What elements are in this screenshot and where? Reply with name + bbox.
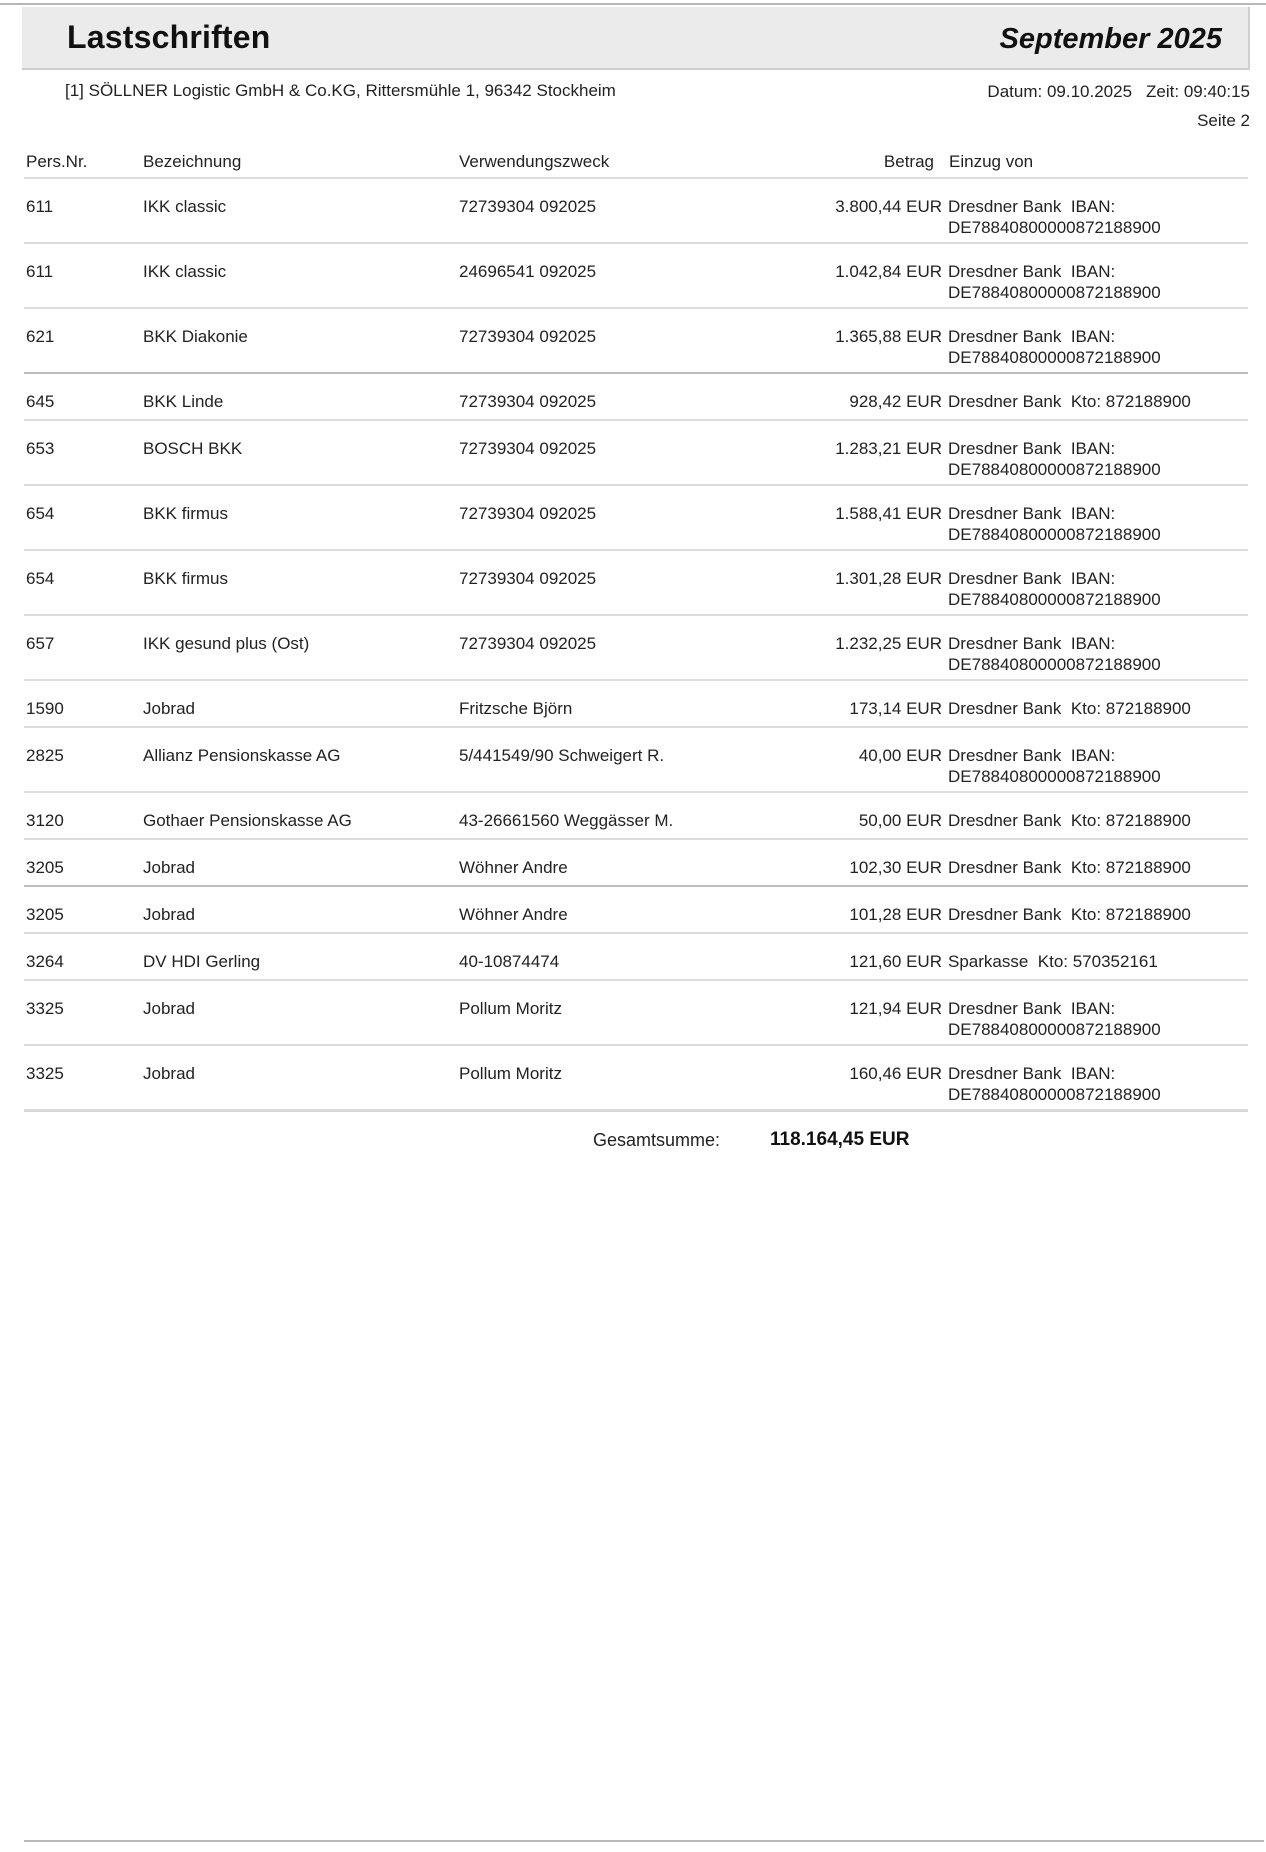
table-row <box>24 728 1248 793</box>
total-value: 118.164,45 EUR <box>770 1129 910 1150</box>
table-row <box>24 486 1248 551</box>
einzug-bank: Dresdner Bank IBAN: <box>948 634 1116 653</box>
cell-pers-nr: 654 <box>26 504 55 523</box>
einzug-bank: Dresdner Bank IBAN: <box>948 439 1116 458</box>
top-rule <box>0 3 1266 5</box>
cell-einzug-von <box>948 633 1161 675</box>
cell-bezeichnung: Jobrad <box>143 699 195 718</box>
einzug-bank: Dresdner Bank Kto: 872188900 <box>948 811 1191 830</box>
cell-verwendungszweck: 43-26661560 Weggässer M. <box>459 811 674 830</box>
cell-verwendungszweck: Wöhner Andre <box>459 858 568 877</box>
einzug-iban: DE78840800000872188900 <box>948 655 1161 674</box>
cell-einzug-von <box>948 503 1161 545</box>
table-row <box>24 374 1248 421</box>
cell-einzug-von <box>948 951 1158 972</box>
cell-betrag: 40,00 EUR <box>858 746 942 765</box>
cell-bezeichnung: IKK classic <box>143 262 227 281</box>
cell-einzug-von <box>948 196 1161 238</box>
einzug-iban: DE78840800000872188900 <box>948 283 1161 302</box>
cell-bezeichnung: IKK classic <box>143 197 227 216</box>
cell-bezeichnung: DV HDI Gerling <box>143 952 261 971</box>
cell-pers-nr: 3264 <box>26 952 64 971</box>
cell-bezeichnung: BKK firmus <box>143 569 229 588</box>
cell-verwendungszweck: 24696541 092025 <box>459 262 597 281</box>
table-row <box>24 840 1248 887</box>
cell-pers-nr: 621 <box>26 327 55 346</box>
footer-rule <box>24 1840 1264 1842</box>
page-number: Seite 2 <box>1197 111 1250 130</box>
report-period: September 2025 <box>999 23 1222 55</box>
cell-bezeichnung: Jobrad <box>143 858 195 877</box>
column-header-bezeichnung: Bezeichnung <box>143 152 242 171</box>
cell-bezeichnung: IKK gesund plus (Ost) <box>143 634 310 653</box>
print-time: Zeit: 09:40:15 <box>1146 82 1250 101</box>
cell-einzug-von <box>948 857 1191 878</box>
cell-bezeichnung: BKK Diakonie <box>143 327 248 346</box>
report-title: Lastschriften <box>67 19 271 55</box>
cell-pers-nr: 3205 <box>26 858 64 877</box>
table-body <box>24 179 1248 1111</box>
total-label: Gesamtsumme: <box>593 1130 721 1150</box>
cell-betrag: 121,60 EUR <box>849 952 942 971</box>
table-row <box>24 551 1248 616</box>
cell-verwendungszweck: 5/441549/90 Schweigert R. <box>459 746 665 765</box>
einzug-bank: Dresdner Bank Kto: 872188900 <box>948 905 1191 924</box>
cell-bezeichnung: BKK firmus <box>143 504 229 523</box>
cell-betrag: 50,00 EUR <box>858 811 942 830</box>
table-row <box>24 244 1248 309</box>
cell-verwendungszweck: 72739304 092025 <box>459 197 597 216</box>
cell-pers-nr: 2825 <box>26 746 64 765</box>
einzug-bank: Dresdner Bank Kto: 872188900 <box>948 392 1191 411</box>
table-header <box>24 148 1248 179</box>
table-row <box>24 1046 1248 1111</box>
cell-verwendungszweck: 72739304 092025 <box>459 634 597 653</box>
cell-betrag: 1.232,25 EUR <box>835 634 942 653</box>
einzug-bank: Dresdner Bank IBAN: <box>948 262 1116 281</box>
column-header-pers-nr: Pers.Nr. <box>26 152 88 171</box>
cell-verwendungszweck: 72739304 092025 <box>459 504 597 523</box>
cell-verwendungszweck: Pollum Moritz <box>459 999 562 1018</box>
einzug-bank: Dresdner Bank IBAN: <box>948 327 1116 346</box>
table-row <box>24 616 1248 681</box>
cell-pers-nr: 654 <box>26 569 55 588</box>
cell-pers-nr: 653 <box>26 439 55 458</box>
cell-betrag: 102,30 EUR <box>849 858 942 877</box>
cell-bezeichnung: Jobrad <box>143 999 195 1018</box>
cell-einzug-von <box>948 698 1191 719</box>
cell-einzug-von <box>948 391 1191 412</box>
cell-betrag: 173,14 EUR <box>849 699 942 718</box>
table-row <box>24 681 1248 728</box>
cell-verwendungszweck: Pollum Moritz <box>459 1064 562 1083</box>
cell-verwendungszweck: 72739304 092025 <box>459 569 597 588</box>
cell-einzug-von <box>948 1063 1161 1105</box>
cell-einzug-von <box>948 438 1161 480</box>
einzug-iban: DE78840800000872188900 <box>948 767 1161 786</box>
einzug-bank: Dresdner Bank IBAN: <box>948 197 1116 216</box>
cell-verwendungszweck: 72739304 092025 <box>459 392 597 411</box>
einzug-bank: Dresdner Bank IBAN: <box>948 504 1116 523</box>
cell-bezeichnung: BOSCH BKK <box>143 439 243 458</box>
table-row <box>24 887 1248 934</box>
cell-einzug-von <box>948 745 1161 787</box>
cell-pers-nr: 3205 <box>26 905 64 924</box>
einzug-iban: DE78840800000872188900 <box>948 348 1161 367</box>
cell-einzug-von <box>948 998 1161 1040</box>
table-row <box>24 309 1248 374</box>
cell-pers-nr: 3325 <box>26 1064 64 1083</box>
cell-pers-nr: 611 <box>26 197 54 216</box>
einzug-bank: Dresdner Bank IBAN: <box>948 999 1116 1018</box>
cell-betrag: 121,94 EUR <box>849 999 942 1018</box>
cell-pers-nr: 611 <box>26 262 54 281</box>
print-date: Datum: 09.10.2025 <box>987 82 1133 101</box>
einzug-iban: DE78840800000872188900 <box>948 218 1161 237</box>
cell-betrag: 1.365,88 EUR <box>835 327 942 346</box>
cell-betrag: 1.042,84 EUR <box>835 262 942 281</box>
einzug-iban: DE78840800000872188900 <box>948 525 1161 544</box>
cell-einzug-von <box>948 904 1191 925</box>
cell-verwendungszweck: 40-10874474 <box>459 952 560 971</box>
cell-bezeichnung: Allianz Pensionskasse AG <box>143 746 341 765</box>
cell-betrag: 928,42 EUR <box>849 392 942 411</box>
cell-verwendungszweck: 72739304 092025 <box>459 439 597 458</box>
column-header-betrag: Betrag <box>883 152 934 171</box>
einzug-iban: DE78840800000872188900 <box>948 1085 1161 1104</box>
company-info: [1] SÖLLNER Logistic GmbH & Co.KG, Rittersmühle 1, 96342 Stockheim <box>65 81 616 100</box>
cell-betrag: 160,46 EUR <box>849 1064 942 1083</box>
cell-bezeichnung: Gothaer Pensionskasse AG <box>143 811 352 830</box>
cell-betrag: 1.301,28 EUR <box>835 569 942 588</box>
cell-einzug-von <box>948 261 1161 303</box>
column-header-einzug-von: Einzug von <box>949 152 1034 171</box>
table-row <box>24 981 1248 1046</box>
cell-pers-nr: 645 <box>26 392 55 411</box>
cell-bezeichnung: Jobrad <box>143 905 195 924</box>
cell-verwendungszweck: Fritzsche Björn <box>459 699 573 718</box>
cell-bezeichnung: BKK Linde <box>143 392 224 411</box>
einzug-bank: Sparkasse Kto: 570352161 <box>948 952 1158 971</box>
einzug-iban: DE78840800000872188900 <box>948 460 1161 479</box>
einzug-iban: DE78840800000872188900 <box>948 1020 1161 1039</box>
print-meta <box>987 82 1250 102</box>
cell-pers-nr: 1590 <box>26 699 64 718</box>
cell-betrag: 101,28 EUR <box>849 905 942 924</box>
einzug-bank: Dresdner Bank IBAN: <box>948 746 1116 765</box>
cell-einzug-von <box>948 810 1191 831</box>
table-row <box>24 793 1248 840</box>
cell-betrag: 3.800,44 EUR <box>835 197 942 216</box>
cell-verwendungszweck: Wöhner Andre <box>459 905 568 924</box>
cell-pers-nr: 3120 <box>26 811 64 830</box>
debit-table <box>24 148 1248 1112</box>
einzug-bank: Dresdner Bank IBAN: <box>948 569 1116 588</box>
cell-betrag: 1.588,41 EUR <box>835 504 942 523</box>
cell-betrag: 1.283,21 EUR <box>835 439 942 458</box>
cell-einzug-von <box>948 568 1161 610</box>
einzug-bank: Dresdner Bank IBAN: <box>948 1064 1116 1083</box>
table-row <box>24 179 1248 244</box>
cell-einzug-von <box>948 326 1161 368</box>
report-header <box>22 7 1250 70</box>
column-header-verwendungszweck: Verwendungszweck <box>459 152 610 171</box>
einzug-bank: Dresdner Bank Kto: 872188900 <box>948 858 1191 877</box>
cell-pers-nr: 657 <box>26 634 55 653</box>
einzug-iban: DE78840800000872188900 <box>948 590 1161 609</box>
cell-bezeichnung: Jobrad <box>143 1064 195 1083</box>
einzug-bank: Dresdner Bank Kto: 872188900 <box>948 699 1191 718</box>
cell-pers-nr: 3325 <box>26 999 64 1018</box>
cell-verwendungszweck: 72739304 092025 <box>459 327 597 346</box>
table-row <box>24 421 1248 486</box>
table-row <box>24 934 1248 981</box>
